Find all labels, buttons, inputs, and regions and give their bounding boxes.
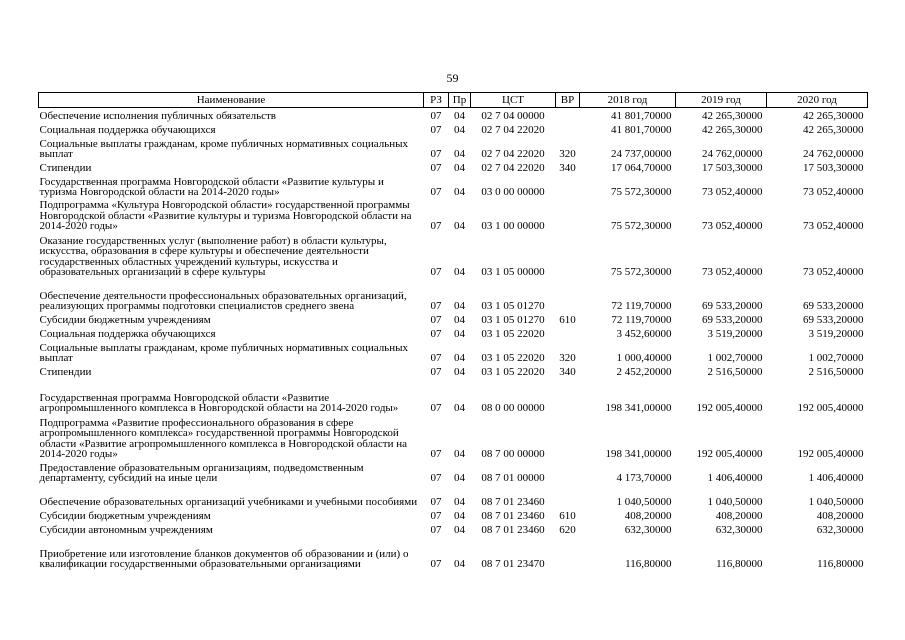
row-name: Социальные выплаты гражданам, кроме публичных нормативных социальных выплат (39, 137, 408, 160)
header-pr: Пр (449, 93, 471, 108)
row-rz: 07 (430, 448, 442, 460)
table-row (39, 484, 868, 508)
table-row (39, 326, 868, 340)
row-rz: 07 (430, 352, 442, 364)
row-name: Приобретение или изготовление бланков документов об образовании и (или) о квалификации государственными образовательными организациями (39, 547, 409, 570)
header-rz: РЗ (424, 93, 449, 108)
row-cst: 08 7 01 00000 (481, 472, 545, 484)
row-2019: 632,30000 (715, 524, 763, 536)
row-rz: 07 (430, 186, 442, 198)
row-vr (556, 378, 580, 414)
row-2018: 4 173,70000 (616, 472, 672, 484)
table-row (39, 160, 868, 174)
row-cst: 02 7 04 22020 (481, 148, 545, 160)
row-name: Субсидии бюджетным учреждениям (39, 314, 211, 326)
row-2018: 75 572,30000 (611, 186, 672, 198)
row-cst: 02 7 04 22020 (481, 124, 545, 136)
row-name: Обеспечение деятельности профессиональных образовательных организаций, реализующих программы подготовки специалистов среднего звена (39, 289, 407, 312)
row-2020: 1 002,70000 (808, 352, 864, 364)
row-name: Государственная программа Новгородской области «Развитие агропромышленного комплекса в Новгородской области на 2014-2020 годы» (39, 391, 399, 414)
row-pr: 04 (454, 352, 465, 364)
row-vr: 620 (559, 524, 576, 536)
row-rz: 07 (430, 110, 442, 122)
table-row (39, 136, 868, 160)
row-2018: 408,20000 (624, 510, 672, 522)
row-2018: 41 801,70000 (611, 124, 672, 136)
row-rz: 07 (430, 220, 442, 232)
row-name: Социальная поддержка обучающихся (39, 328, 216, 340)
row-2020: 73 052,40000 (803, 266, 864, 278)
row-pr: 04 (454, 402, 465, 414)
row-cst: 03 1 05 01270 (481, 300, 545, 312)
row-cst: 08 7 01 23460 (481, 496, 545, 508)
row-name: Социальные выплаты гражданам, кроме публичных нормативных социальных выплат (39, 341, 408, 364)
row-cst: 08 7 01 23460 (481, 510, 545, 522)
row-2019: 192 005,40000 (696, 448, 763, 460)
row-pr: 04 (454, 162, 465, 174)
row-vr (556, 536, 580, 570)
row-2020: 69 533,20000 (803, 300, 864, 312)
row-pr: 04 (454, 448, 465, 460)
table-row (39, 508, 868, 522)
row-vr: 320 (559, 352, 576, 364)
row-name: Обеспечение образовательных организаций учебниками и учебными пособиями (39, 496, 418, 508)
row-rz: 07 (430, 402, 442, 414)
table-row (39, 364, 868, 378)
row-2020: 1 406,40000 (808, 472, 864, 484)
row-2020: 2 516,50000 (808, 366, 864, 378)
row-pr: 04 (454, 314, 465, 326)
row-pr: 04 (454, 496, 465, 508)
row-2020: 3 519,20000 (808, 328, 864, 340)
row-2020: 192 005,40000 (797, 448, 864, 460)
row-2019: 1 406,40000 (707, 472, 763, 484)
row-2018: 75 572,30000 (611, 266, 672, 278)
row-2020: 408,20000 (816, 510, 864, 522)
row-name: Стипендии (39, 366, 92, 378)
row-2019: 192 005,40000 (696, 402, 763, 414)
row-name: Подпрограмма «Развитие профессионального образования в сфере агропромышленного комплекса» государственной программы Новгородской области «Развитие агропромышленного комплекса в Новгородской области на 2014-2020 годы» (39, 416, 408, 460)
row-name: Предоставление образовательным организациям, подведомственным департаменту, субсидий на иные цели (39, 461, 364, 484)
row-name: Подпрограмма «Культура Новгородской области» государственной программы Новгородской области «Развитие культуры и туризма Новгородской области на 2014-2020 годы» (39, 199, 412, 232)
row-rz: 07 (430, 510, 442, 522)
row-name: Государственная программа Новгородской области «Развитие культуры и туризма Новгородской области на 2014-2020 годы» (39, 175, 384, 198)
row-rz: 07 (430, 314, 442, 326)
header-vr: ВР (556, 93, 580, 108)
row-rz: 07 (430, 124, 442, 136)
row-2020: 24 762,00000 (803, 148, 864, 160)
row-vr (556, 460, 580, 484)
table-row (39, 198, 868, 232)
row-rz: 07 (430, 366, 442, 378)
row-cst: 03 1 05 22020 (481, 366, 545, 378)
row-pr: 04 (454, 148, 465, 160)
row-pr: 04 (454, 558, 465, 570)
row-2019: 69 533,20000 (702, 300, 763, 312)
row-2019: 408,20000 (715, 510, 763, 522)
table-row (39, 414, 868, 460)
row-cst: 08 7 00 00000 (481, 448, 545, 460)
row-cst: 03 1 05 00000 (481, 266, 545, 278)
row-2019: 17 503,30000 (702, 162, 763, 174)
row-vr: 610 (559, 314, 576, 326)
row-pr: 04 (454, 266, 465, 278)
row-rz: 07 (430, 300, 442, 312)
row-vr: 340 (559, 162, 576, 174)
row-rz: 07 (430, 162, 442, 174)
header-row (39, 93, 868, 108)
row-2018: 2 452,20000 (616, 366, 672, 378)
row-2018: 17 064,70000 (611, 162, 672, 174)
table-row (39, 278, 868, 312)
row-pr: 04 (454, 472, 465, 484)
row-vr (556, 198, 580, 232)
row-pr: 04 (454, 524, 465, 536)
row-name: Субсидии бюджетным учреждениям (39, 510, 211, 522)
row-pr: 04 (454, 124, 465, 136)
row-2018: 1 040,50000 (616, 496, 672, 508)
row-2018: 198 341,00000 (605, 402, 672, 414)
table-row (39, 174, 868, 198)
row-2019: 73 052,40000 (702, 220, 763, 232)
row-2019: 2 516,50000 (707, 366, 763, 378)
row-2019: 73 052,40000 (702, 266, 763, 278)
row-2019: 73 052,40000 (702, 186, 763, 198)
budget-table (38, 92, 868, 570)
row-2018: 632,30000 (624, 524, 672, 536)
row-rz: 07 (430, 266, 442, 278)
table-row (39, 378, 868, 414)
table-row (39, 536, 868, 570)
table-row (39, 108, 868, 122)
row-2020: 73 052,40000 (803, 186, 864, 198)
row-pr: 04 (454, 510, 465, 522)
row-rz: 07 (430, 472, 442, 484)
row-vr: 340 (559, 366, 576, 378)
row-vr (556, 414, 580, 460)
page-number: 59 (446, 71, 459, 85)
row-2020: 632,30000 (816, 524, 864, 536)
row-rz: 07 (430, 496, 442, 508)
row-2020: 42 265,30000 (803, 110, 864, 122)
row-2019: 42 265,30000 (702, 110, 763, 122)
row-name: Оказание государственных услуг (выполнение работ) в области культуры, искусства, образования в сфере культуры и обеспечение деятельности государственных областных учреждений культуры, искусства и образовательных организаций в сфере культуры (39, 234, 387, 278)
row-cst: 02 7 04 00000 (481, 110, 545, 122)
row-2020: 73 052,40000 (803, 220, 864, 232)
row-cst: 08 7 01 23460 (481, 524, 545, 536)
row-2018: 75 572,30000 (611, 220, 672, 232)
row-2019: 69 533,20000 (702, 314, 763, 326)
row-2018: 72 119,70000 (611, 314, 672, 326)
row-cst: 03 1 05 22020 (481, 328, 545, 340)
row-cst: 03 0 00 00000 (481, 186, 545, 198)
row-vr (556, 484, 580, 508)
row-vr (556, 108, 580, 122)
row-vr (556, 278, 580, 312)
row-rz: 07 (430, 558, 442, 570)
header-name: Наименование (39, 93, 424, 108)
row-vr: 320 (559, 148, 576, 160)
row-2018: 1 000,40000 (616, 352, 672, 364)
row-pr: 04 (454, 300, 465, 312)
row-2019: 42 265,30000 (702, 124, 763, 136)
row-2018: 24 737,00000 (611, 148, 672, 160)
row-2020: 1 040,50000 (808, 496, 864, 508)
row-name: Обеспечение исполнения публичных обязательств (39, 110, 277, 122)
row-2018: 116,80000 (625, 558, 672, 570)
table-row (39, 232, 868, 278)
row-pr: 04 (454, 366, 465, 378)
table-row (39, 122, 868, 136)
row-2020: 192 005,40000 (797, 402, 864, 414)
row-2018: 41 801,70000 (611, 110, 672, 122)
row-cst: 02 7 04 22020 (481, 162, 545, 174)
row-2019: 3 519,20000 (707, 328, 763, 340)
row-2020: 17 503,30000 (803, 162, 864, 174)
row-2019: 1 002,70000 (707, 352, 763, 364)
row-pr: 04 (454, 220, 465, 232)
header-cst: ЦСТ (471, 93, 556, 108)
row-vr (556, 232, 580, 278)
row-2019: 24 762,00000 (702, 148, 763, 160)
table-row (39, 460, 868, 484)
row-rz: 07 (430, 524, 442, 536)
row-vr (556, 326, 580, 340)
row-pr: 04 (454, 186, 465, 198)
table-row (39, 522, 868, 536)
row-2020: 69 533,20000 (803, 314, 864, 326)
header-2020: 2020 год (767, 93, 868, 108)
row-cst: 03 1 05 01270 (481, 314, 545, 326)
row-name: Субсидии автономным учреждениям (39, 524, 213, 536)
row-vr (556, 122, 580, 136)
row-vr: 610 (559, 510, 576, 522)
row-pr: 04 (454, 328, 465, 340)
table-row (39, 312, 868, 326)
row-2018: 198 341,00000 (605, 448, 672, 460)
row-2018: 3 452,60000 (616, 328, 672, 340)
row-name: Стипендии (39, 162, 92, 174)
row-cst: 03 1 00 00000 (481, 220, 545, 232)
row-rz: 07 (430, 148, 442, 160)
header-2018: 2018 год (580, 93, 676, 108)
row-name: Социальная поддержка обучающихся (39, 124, 216, 136)
row-2019: 1 040,50000 (707, 496, 763, 508)
table-row (39, 340, 868, 364)
row-pr: 04 (454, 110, 465, 122)
row-2019: 116,80000 (716, 558, 763, 570)
row-vr (556, 174, 580, 198)
row-cst: 08 7 01 23470 (481, 558, 545, 570)
row-2020: 42 265,30000 (803, 124, 864, 136)
row-cst: 03 1 05 22020 (481, 352, 545, 364)
row-rz: 07 (430, 328, 442, 340)
row-cst: 08 0 00 00000 (481, 402, 545, 414)
header-2019: 2019 год (676, 93, 767, 108)
row-2020: 116,80000 (817, 558, 864, 570)
row-2018: 72 119,70000 (611, 300, 672, 312)
